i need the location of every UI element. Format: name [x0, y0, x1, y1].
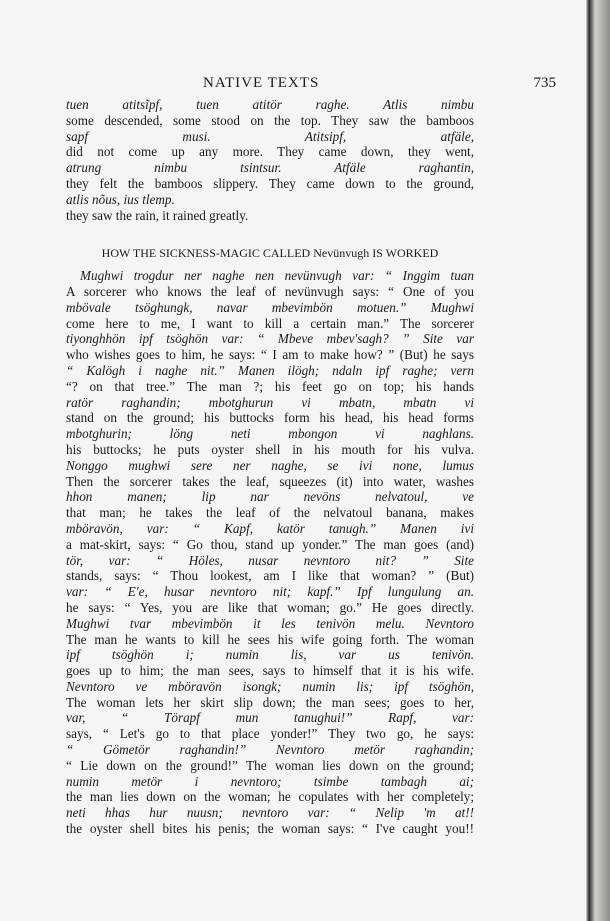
translation-line: “ Lie down on the ground!” The woman lies down on the ground;	[66, 757, 474, 773]
native-line: mbotghurin; löng neti mbongon vi naghlans.	[66, 426, 474, 442]
passage-rain	[66, 97, 474, 223]
native-line: Nevntoro ve mböravön isongk; numin lis; ipf tsöghön,	[66, 678, 474, 694]
section-heading: HOW THE SICKNESS-MAGIC CALLED Nevünvugh IS WORKED	[101, 246, 439, 261]
native-line: hhon manen; lip nar nevöns nelvatoul, ve	[66, 489, 474, 505]
translation-line: the oyster shell bites his penis; the woman says: “ I've caught you!!	[66, 821, 474, 837]
translation-line: The man he wants to kill he sees his wife going forth. The woman	[66, 631, 474, 647]
translation-line: they saw the rain, it rained greatly.	[66, 207, 249, 223]
translation-line: “? on that tree.” The man ?; his feet go on top; his hands	[66, 378, 474, 394]
section-gap	[66, 223, 474, 243]
native-line: ratör raghandin; mbotghurun vi mbatn, mbatn vi	[66, 394, 474, 410]
native-line: Nonggo mughwi sere ner naghe, se ivi none, lumus	[66, 457, 474, 473]
translation-line: Then the sorcerer takes the leaf, squeezes (it) into water, washes	[66, 473, 474, 489]
native-line: atlis nõus, ius tlemp.	[66, 191, 175, 207]
native-line: Mughwi tvar mbevimbön it les tenivön melu. Nevntoro	[66, 615, 474, 631]
native-line: “ Gömetör raghandin!” Nevntoro metör raghandin;	[66, 742, 474, 758]
translation-line: The woman lets her skirt slip down; the man sees; goes to her,	[66, 694, 474, 710]
translation-line: A sorcerer who knows the leaf of nevünvugh says: “ One of you	[66, 283, 474, 299]
page-number: 735	[533, 75, 556, 91]
native-line: sapf musi. Atitsipf, atfäle,	[66, 128, 474, 144]
native-line: mbövale tsöghungk, navar mbevimbön motuen.” Mughwi	[66, 299, 474, 315]
translation-line: a mat-skirt, says: “ Go thou, stand up yonder.” The man goes (and)	[66, 536, 474, 552]
native-line: neti hhas hur nuusn; nevntoro var: “ Nelip 'm at!!	[66, 805, 474, 821]
translation-line: come here to me, I want to kill a certain man.” The sorcerer	[66, 315, 474, 331]
translation-line: did not come up any more. They came down, they went,	[66, 144, 474, 160]
translation-line: that man; he takes the leaf of the nelvatoul banana, makes	[66, 505, 474, 521]
native-line: var, “ Törapf mun tanughui!” Rapf, var:	[66, 710, 474, 726]
translation-line: the man lies down on the woman; he copulates with her completely;	[66, 789, 474, 805]
native-line: Mughwi trogdur ner naghe nen nevünvugh var: “ Inggim tuan	[80, 268, 474, 284]
native-line: var: “ E'e, husar nevntoro nit; kapf.” Ipf lungulung an.	[66, 584, 474, 600]
native-line: ipf tsöghön i; numin lis, var us tenivön.	[66, 647, 474, 663]
book-binding-edge	[586, 0, 610, 921]
native-line: tör, var: “ Höles, nusar nevntoro nit? ” Site	[66, 552, 474, 568]
translation-line: he says: “ Yes, you are like that woman; go.” He goes directly.	[66, 599, 474, 615]
translation-line: they felt the bamboos slippery. They came down to the ground,	[66, 175, 474, 191]
translation-line: goes up to him; the man sees, says to himself that it is his wife.	[66, 663, 474, 679]
page-header	[68, 75, 588, 95]
native-line: tiyonghhön ipf tsöghön var: “ Mbeve mbev'sagh? ” Site var	[66, 331, 474, 347]
native-line: numin metör i nevntoro; tsimbe tambagh ai;	[66, 773, 474, 789]
passage-sickness-magic	[66, 268, 474, 837]
native-line: tuen atitsĩpf, tuen atitör raghe. Atlis nimbu	[66, 97, 474, 112]
translation-line: says, “ Let's go to that place yonder!” They two go, he says:	[66, 726, 474, 742]
text-body	[66, 97, 474, 837]
translation-line: some descended, some stood on the top. They saw the bamboos	[66, 112, 474, 128]
native-line: “ Kalögh i naghe nit.” Manen ilögh; ndaln ipf raghe; vern	[66, 362, 474, 378]
native-line: mböravön, var: “ Kapf, katör tanugh.” Manen ivi	[66, 520, 474, 536]
translation-line: his buttocks; he puts oyster shell in his mouth for his vulva.	[66, 441, 474, 457]
translation-line: stand on the ground; his buttocks form his head, his head forms	[66, 410, 474, 426]
translation-line: stands, says: “ Thou lookest, am I like that woman? ” (But)	[66, 568, 474, 584]
translation-line: who wishes goes to him, he says: “ I am to make how? ” (But) he says	[66, 347, 474, 363]
native-line: atrung nimbu tsintsur. Atfäle raghantin,	[66, 160, 474, 176]
running-head: NATIVE TEXTS	[203, 75, 320, 91]
